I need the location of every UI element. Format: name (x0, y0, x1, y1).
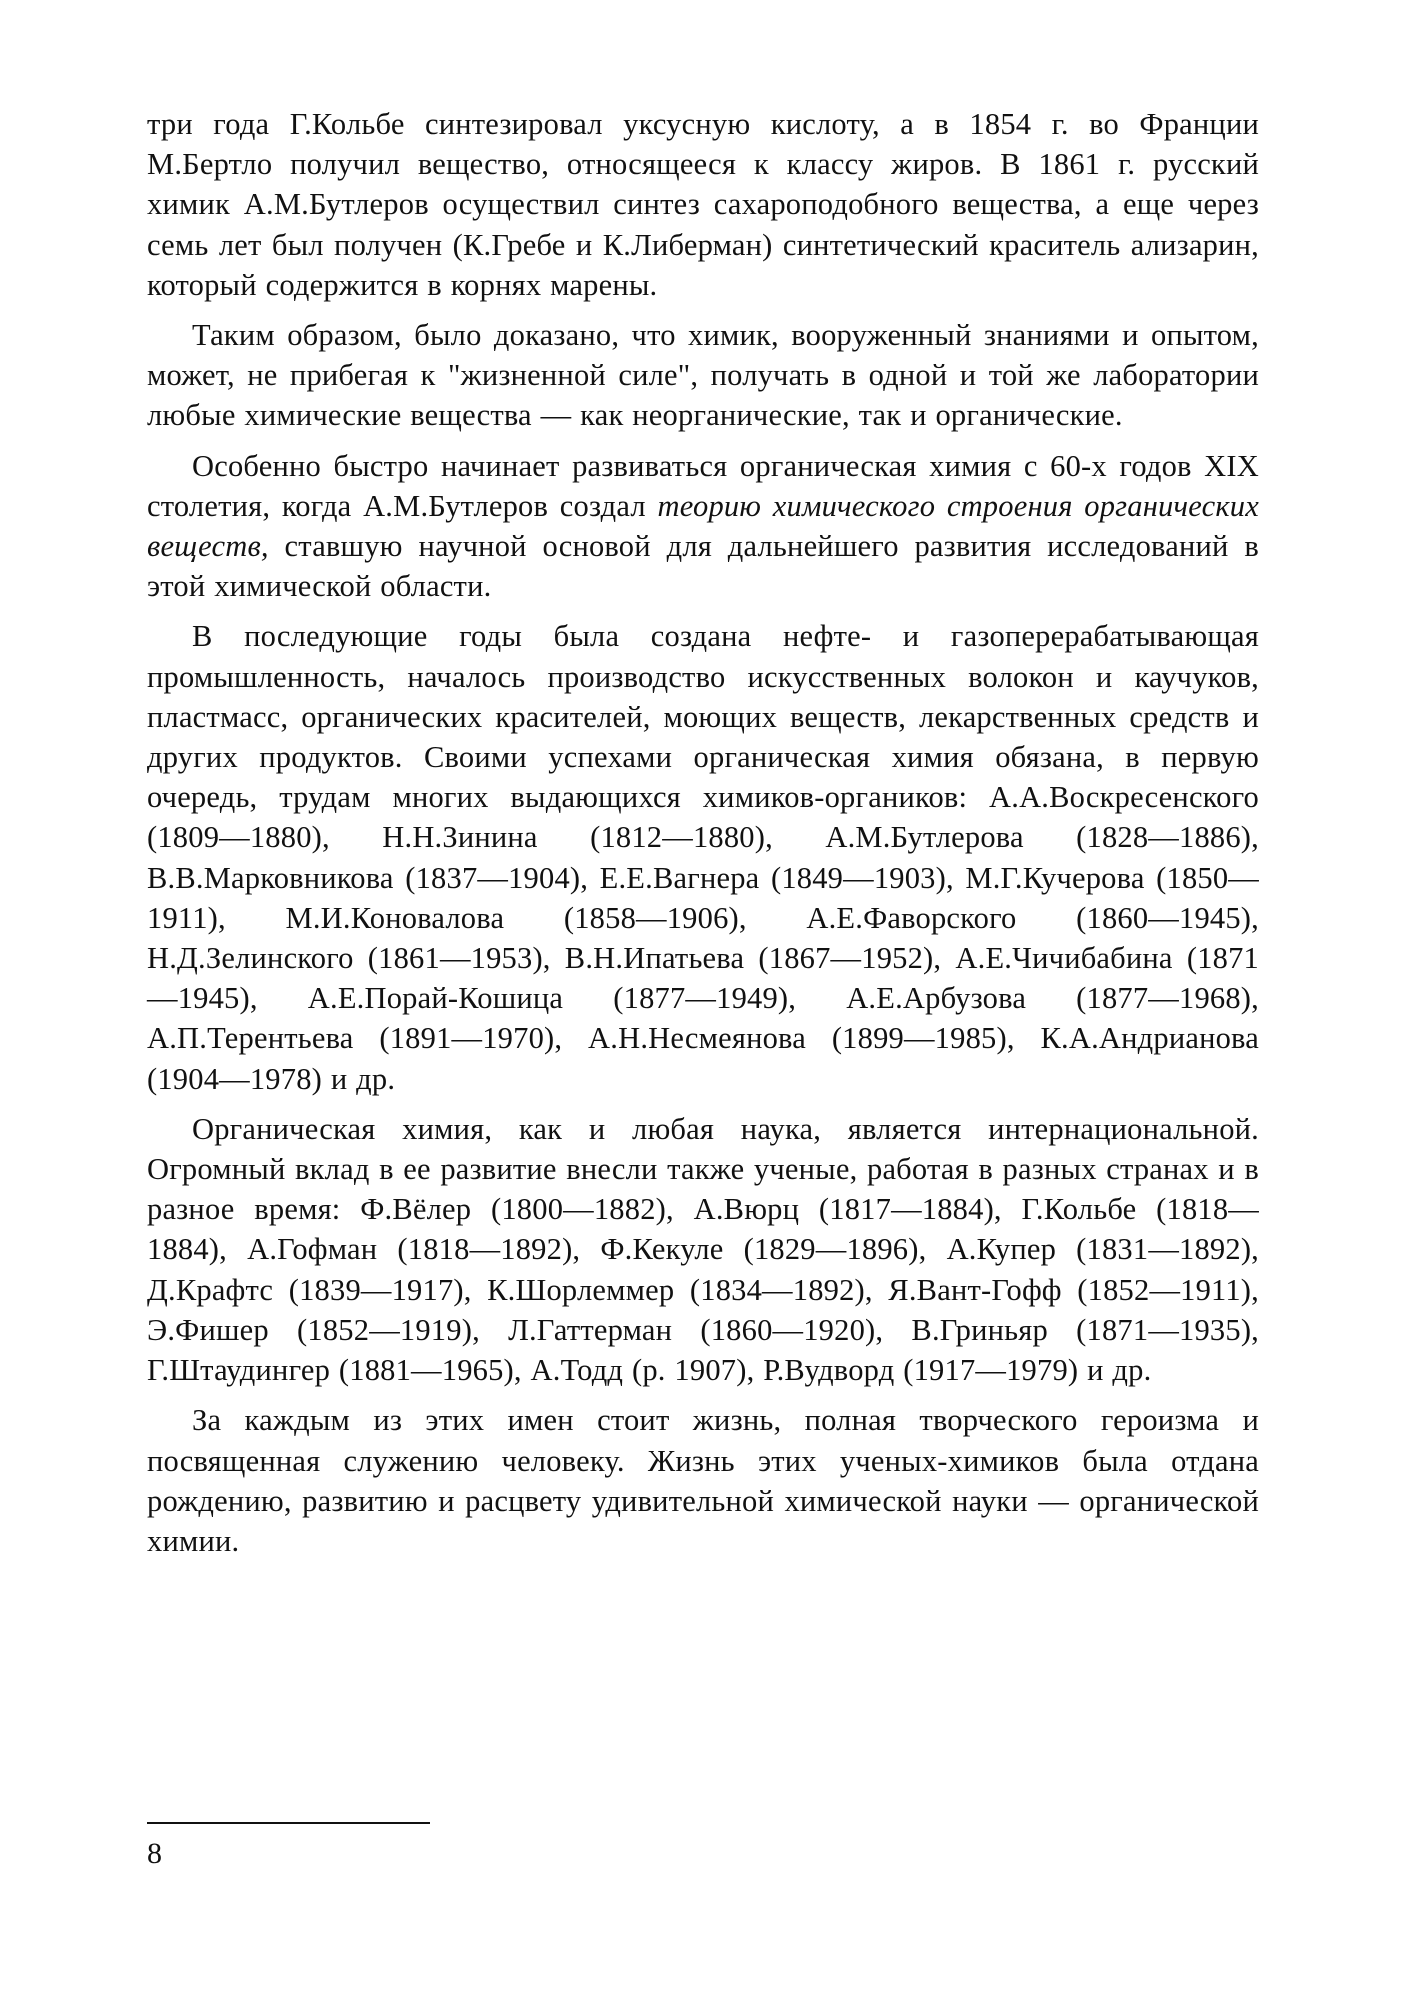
paragraph-butlerov-theory-after: ставшую научной основой для дальнейшего развития исследований в этой химической области. (147, 529, 1259, 604)
paragraph-international-chemists: Органическая химия, как и любая наука, является интернациональной. Огромный вклад в ее развитие внесли также ученые, работая в разных странах и в разное время: Ф.Вёлер (1800—1882), А.Вюрц (1817—1884), Г.Кольбе (1818—1884), А.Гофман (1818—1892), Ф.Кекуле (1829—1896), А.Купер (1831—1892), Д.Крафтс (1839—1917), К.Шорлеммер (1834—1892), Я.Вант-Гофф (1852—1911), Э.Фишер (1852—1919), Л.Гаттерман (1860—1920), В.Гриньяр (1871—1935), Г.Штаудингер (1881—1965), А.Тодд (р. 1907), Р.Вудворд (1917—1979) и др. (147, 1111, 1259, 1388)
page-body (147, 104, 1259, 1571)
paragraph-synthesis-history: три года Г.Кольбе синтезировал уксусную кислоту, а в 1854 г. во Франции М.Бертло получил вещество, относящееся к классу жиров. В 1861 г. русский химик А.М.Бутлеров осуществил синтез сахароподобного вещества, а еще через семь лет был получен (К.Гребе и К.Либерман) синтетический краситель ализарин, который содержится в корнях марены. (147, 107, 1259, 302)
page-number: 8 (147, 1837, 162, 1870)
paragraph-butlerov-theory-before: Особенно быстро начинает развиваться органическая химия с 60-х годов XIX столетия, когда А.М.Бутлеров создал (147, 448, 1259, 523)
paragraph-vital-force: Таким образом, было доказано, что химик, вооруженный знаниями и опытом, может, не прибегая к "жизненной силе", получать в одной и той же лаборатории любые химические вещества — как неорганические, так и органические. (147, 318, 1259, 433)
emphasized-term: теорию химического строения органических веществ, (147, 488, 1259, 564)
paragraph-russian-chemists: В последующие годы была создана нефте- и газоперерабатывающая промышленность, началось производство искусственных волокон и каучуков, пластмасс, органических красителей, моющих веществ, лекарственных средств и других продуктов. Своими успехами органическая химия обязана, в первую очередь, трудам многих выдающихся химиков-органиков: А.А.Воскресенского (1809—1880), Н.Н.Зинина (1812—1880), А.М.Бутлерова (1828—1886), В.В.Марковникова (1837—1904), Е.Е.Вагнера (1849—1903), М.Г.Кучерова (1850—1911), М.И.Коновалова (1858—1906), А.Е.Фаворского (1860—1945), Н.Д.Зелинского (1861—1953), В.Н.Ипатьева (1867—1952), А.Е.Чичибабина (1871—1945), А.Е.Порай-Кошица (1877—1949), А.Е.Арбузова (1877—1968), А.П.Терентьева (1891—1970), А.Н.Несмеянова (1899—1985), К.А.Андрианова (1904—1978) и др. (147, 619, 1259, 1096)
paragraph-butlerov-theory (147, 446, 1259, 607)
footnote-divider (147, 1822, 430, 1824)
paragraph-closing: За каждым из этих имен стоит жизнь, полная творческого героизма и посвященная служению человеку. Жизнь этих ученых-химиков была отдана рождению, развитию и расцвету удивительной химической науки — органической химии. (147, 1403, 1259, 1558)
